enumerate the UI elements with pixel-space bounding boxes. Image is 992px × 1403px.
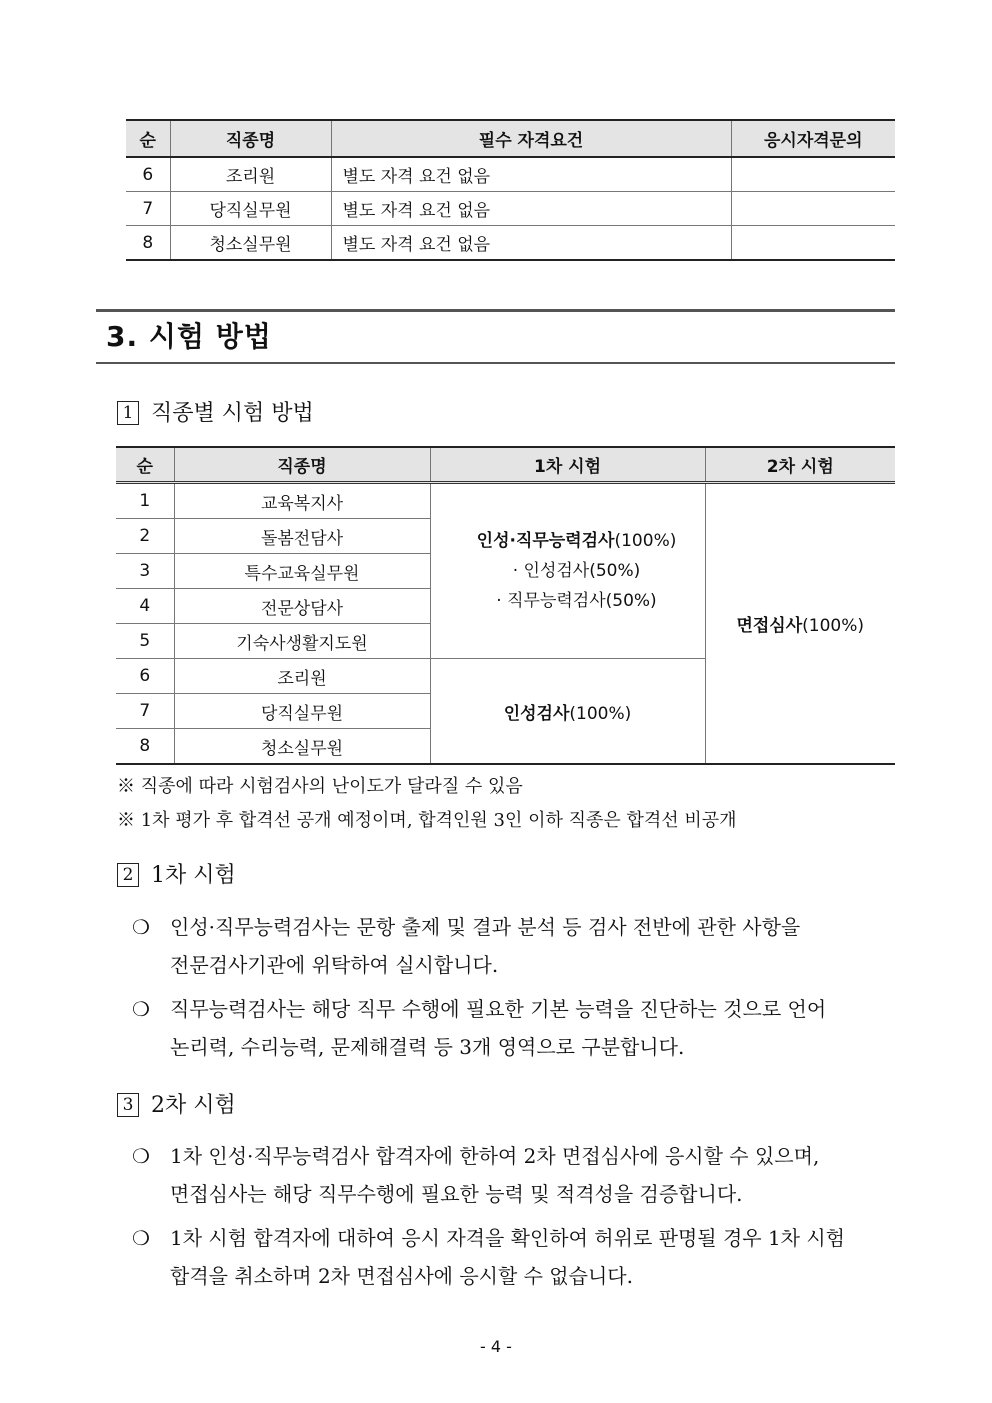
- bullet-circle-icon: ❍: [132, 1226, 150, 1250]
- row-job: 특수교육실무원: [174, 554, 430, 589]
- row-contact: [731, 157, 895, 192]
- subsection-title: 2차 시험: [151, 1093, 236, 1118]
- bullet-line: 1차 인성·직무능력검사 합격자에 한하여 2차 면접심사에 응시할 수 있으며,: [170, 1144, 820, 1168]
- row-no: 4: [116, 589, 174, 624]
- subsection-2-heading: [117, 858, 236, 889]
- subsection-number-box: 1: [117, 401, 139, 425]
- table-row: [126, 192, 895, 226]
- header-contact: 응시자격문의: [731, 120, 895, 157]
- exam1-bullet-2: [132, 990, 897, 1066]
- exam1-group-b: [430, 659, 705, 765]
- bullet-line: 논리력, 수리능력, 문제해결력 등 3개 영역으로 구분합니다.: [170, 1035, 685, 1059]
- row-job: 기숙사생활지도원: [174, 624, 430, 659]
- row-job: 당직실무원: [170, 192, 331, 226]
- exam2-main: 면접심사: [736, 616, 803, 636]
- bullet-line: 면접심사는 해당 직무수행에 필요한 능력 및 적격성을 검증합니다.: [170, 1182, 743, 1206]
- row-job: 전문상담사: [174, 589, 430, 624]
- row-requirement: 별도 자격 요건 없음: [331, 226, 731, 261]
- header-requirement: 필수 자격요건: [331, 120, 731, 157]
- page-number: - 4 -: [480, 1337, 512, 1356]
- header-no: 순: [126, 120, 170, 157]
- exam1-bullet-1: [132, 908, 897, 984]
- note-cutoff: ※ 1차 평가 후 합격선 공개 예정이며, 합격인원 3인 이하 직종은 합격선 비공개: [117, 810, 737, 831]
- subsection-title: 직종별 시험 방법: [151, 401, 314, 426]
- bullet-line: 1차 시험 합격자에 대하여 응시 자격을 확인하여 허위로 판명될 경우 1차 시험: [170, 1226, 845, 1250]
- bullet-circle-icon: ❍: [132, 915, 150, 939]
- exam1-item-personality: · 인성검사(50%): [512, 561, 641, 581]
- subsection-title: 1차 시험: [151, 863, 236, 888]
- row-no: 2: [116, 519, 174, 554]
- row-no: 8: [116, 729, 174, 765]
- row-job: 청소실무원: [170, 226, 331, 261]
- header-exam2: 2차 시험: [705, 447, 895, 483]
- table-header-row: [126, 120, 895, 157]
- row-requirement: 별도 자격 요건 없음: [331, 192, 731, 226]
- exam2-main-pct: (100%): [802, 616, 865, 636]
- exam1b-main: 인성검사: [503, 703, 570, 724]
- row-contact: [731, 226, 895, 261]
- row-no: 8: [126, 226, 170, 261]
- bullet-line: 직무능력검사는 해당 직무 수행에 필요한 기본 능력을 진단하는 것으로 언어: [170, 997, 827, 1021]
- row-job: 청소실무원: [174, 729, 430, 765]
- table-row: [116, 483, 895, 519]
- subsection-number-box: 3: [117, 1093, 139, 1117]
- exam1-main: 인성·직무능력검사: [476, 531, 615, 551]
- header-exam1: 1차 시험: [430, 447, 705, 483]
- header-job: 직종명: [174, 447, 430, 483]
- bullet-circle-icon: ❍: [132, 1144, 150, 1168]
- exam1-main-pct: (100%): [614, 531, 677, 551]
- row-no: 6: [126, 157, 170, 192]
- row-job: 돌봄전담사: [174, 519, 430, 554]
- table-row: [126, 157, 895, 192]
- exam-method-table: [116, 446, 895, 765]
- bullet-line: 합격을 취소하며 2차 면접심사에 응시할 수 없습니다.: [170, 1264, 633, 1288]
- row-no: 6: [116, 659, 174, 694]
- table-row: [126, 226, 895, 261]
- row-requirement: 별도 자격 요건 없음: [331, 157, 731, 192]
- note-difficulty: ※ 직종에 따라 시험검사의 난이도가 달라질 수 있음: [117, 776, 523, 797]
- section-rule-top: [96, 309, 895, 312]
- exam1-group-a: [430, 483, 705, 659]
- exam2-bullet-2: [132, 1219, 897, 1295]
- subsection-number-box: 2: [117, 863, 139, 887]
- exam1b-main-pct: (100%): [569, 703, 632, 724]
- row-no: 1: [116, 483, 174, 519]
- header-job: 직종명: [170, 120, 331, 157]
- section-rule-bottom: [96, 362, 895, 364]
- subsection-1-heading: [117, 396, 314, 427]
- table-header-row: [116, 447, 895, 483]
- subsection-3-heading: [117, 1088, 236, 1119]
- bullet-line: 인성·직무능력검사는 문항 출제 및 결과 분석 등 검사 전반에 관한 사항을: [170, 915, 801, 939]
- section-title: 3. 시험 방법: [106, 320, 272, 353]
- header-no: 순: [116, 447, 174, 483]
- row-no: 7: [116, 694, 174, 729]
- row-no: 5: [116, 624, 174, 659]
- row-job: 조리원: [170, 157, 331, 192]
- bullet-line: 전문검사기관에 위탁하여 실시합니다.: [170, 953, 499, 977]
- exam2-bullet-1: [132, 1137, 897, 1213]
- qualification-table: [126, 119, 895, 261]
- bullet-circle-icon: ❍: [132, 997, 150, 1021]
- row-contact: [731, 192, 895, 226]
- row-job: 조리원: [174, 659, 430, 694]
- exam2-cell: [705, 483, 895, 765]
- row-job: 당직실무원: [174, 694, 430, 729]
- exam1-item-competency: · 직무능력검사(50%): [496, 591, 657, 611]
- row-job: 교육복지사: [174, 483, 430, 519]
- row-no: 7: [126, 192, 170, 226]
- row-no: 3: [116, 554, 174, 589]
